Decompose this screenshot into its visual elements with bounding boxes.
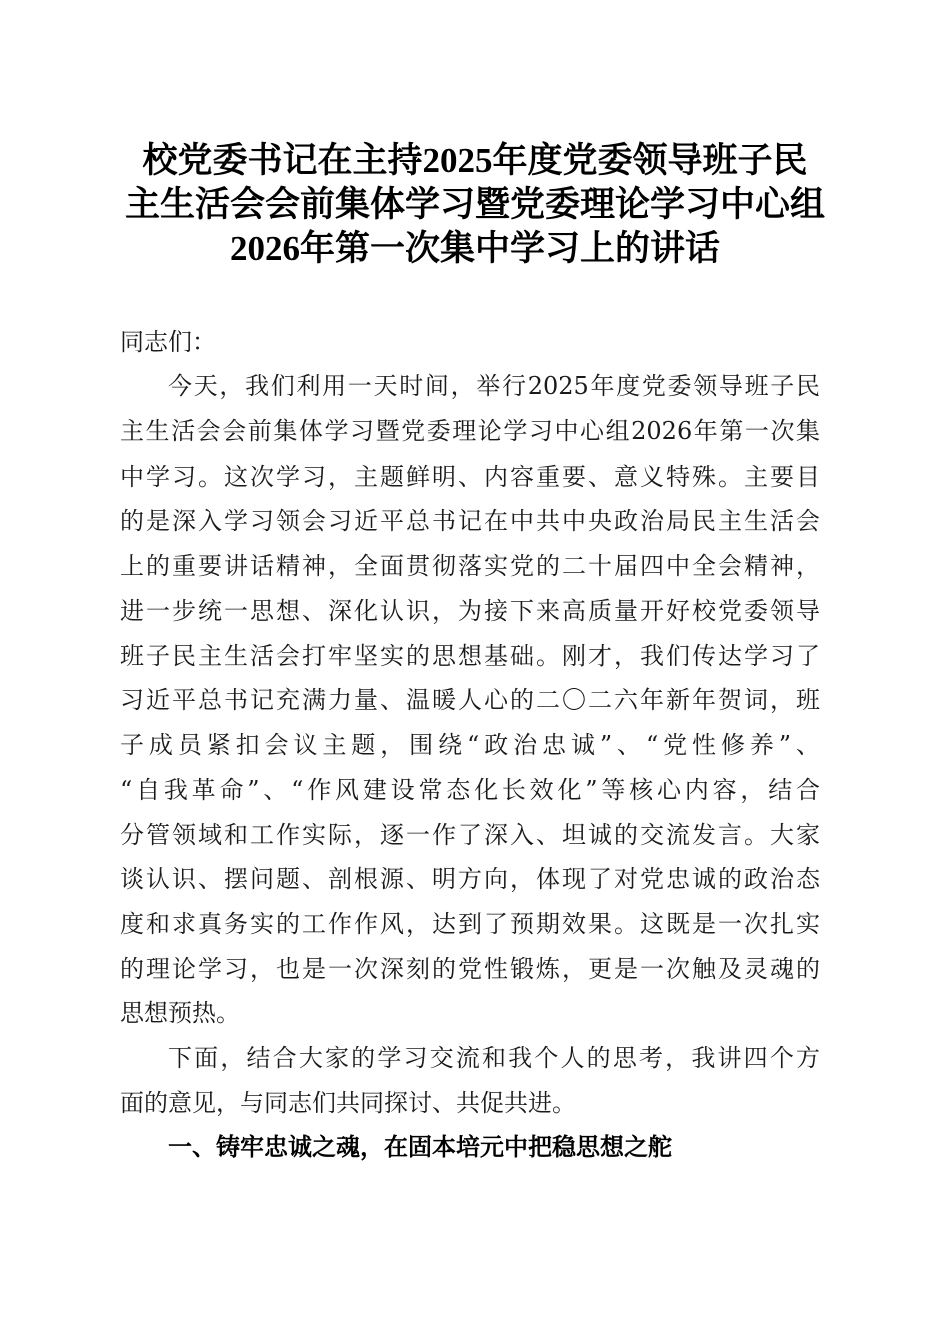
- paragraph-1-line: “自我革命”、“作风建设常态化长效化”等核心内容，结合: [120, 776, 820, 804]
- paragraph-1-line: 子成员紧扣会议主题，围绕“政治忠诚”、“党性修养”、: [120, 731, 820, 759]
- paragraph-1-line: 分管领域和工作实际，逐一作了深入、坦诚的交流发言。大家: [120, 821, 820, 849]
- title-line-3: 2026年第一次集中学习上的讲话: [229, 229, 720, 268]
- paragraph-1-line: 度和求真务实的工作作风，达到了预期效果。这既是一次扎实: [120, 910, 820, 938]
- paragraph-1-line: 的是深入学习领会习近平总书记在中共中央政治局民主生活会: [120, 507, 820, 535]
- paragraph-2-line: 下面，结合大家的学习交流和我个人的思考，我讲四个方: [168, 1044, 820, 1072]
- paragraph-1-line: 中学习。这次学习，主题鲜明、内容重要、意义特殊。主要目: [120, 463, 820, 491]
- section-heading-1: 一、铸牢忠诚之魂，在固本培元中把稳思想之舵: [168, 1133, 672, 1161]
- title-line-2: 主生活会会前集体学习暨党委理论学习中心组: [124, 185, 825, 224]
- salutation: 同志们：: [120, 328, 216, 356]
- paragraph-1-line: 班子民主生活会打牢坚实的思想基础。刚才，我们传达学习了: [120, 642, 820, 670]
- paragraph-1-line: 习近平总书记充满力量、温暖人心的二〇二六年新年贺词，班: [120, 686, 820, 714]
- title-line-1: 校党委书记在主持2025年度党委领导班子民: [142, 141, 808, 180]
- paragraph-1-line: 进一步统一思想、深化认识，为接下来高质量开好校党委领导: [120, 597, 820, 625]
- paragraph-1-line: 谈认识、摆问题、剖根源、明方向，体现了对党忠诚的政治态: [120, 865, 820, 893]
- paragraph-1-line: 的理论学习，也是一次深刻的党性锻炼，更是一次触及灵魂的: [120, 955, 820, 983]
- paragraph-1-line: 今天，我们利用一天时间，举行2025年度党委领导班子民: [168, 372, 820, 400]
- paragraph-2-line: 面的意见，与同志们共同探讨、共促共进。: [120, 1089, 576, 1117]
- paragraph-1-line: 主生活会会前集体学习暨党委理论学习中心组2026年第一次集: [120, 417, 820, 445]
- paragraph-1-line: 上的重要讲话精神，全面贯彻落实党的二十届四中全会精神，: [120, 552, 820, 580]
- paragraph-1-line: 思想预热。: [120, 999, 240, 1027]
